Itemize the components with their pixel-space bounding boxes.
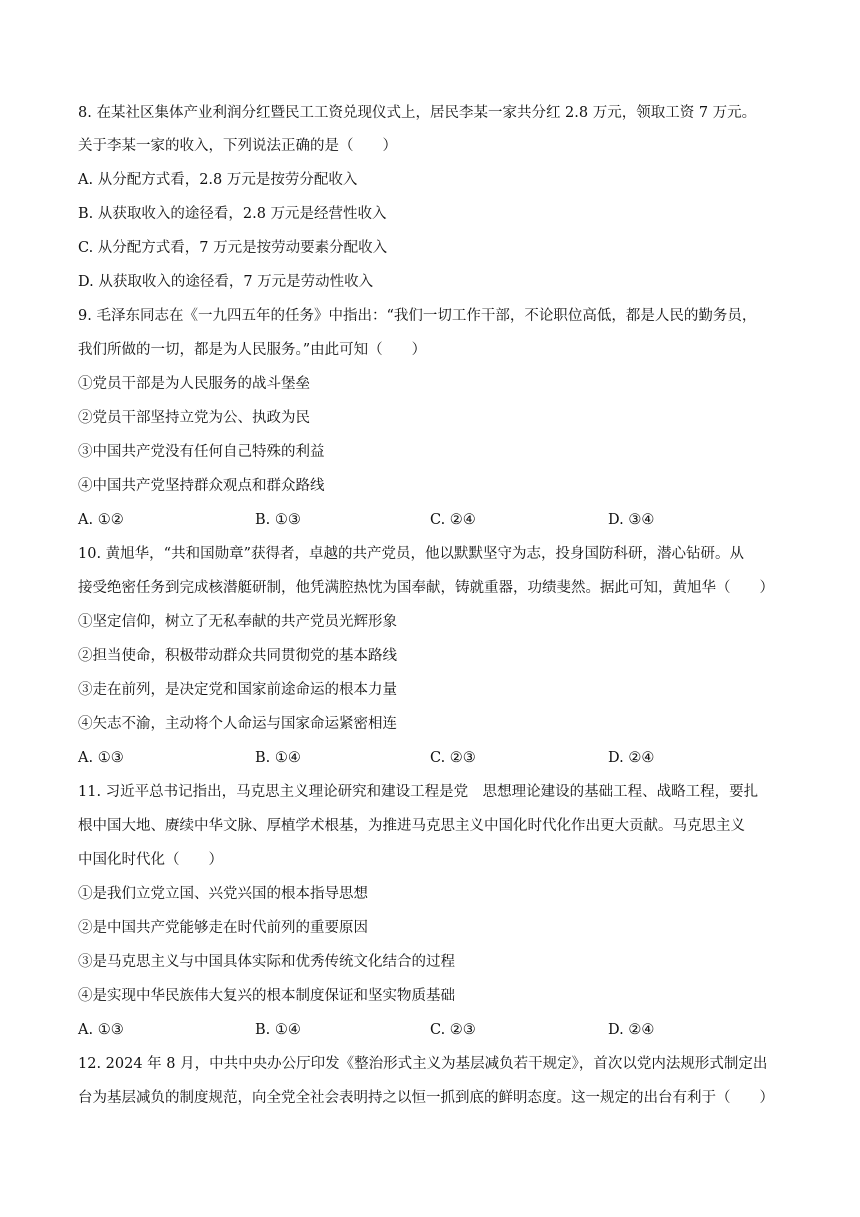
q9-stem-line-1: 9. 毛泽东同志在《一九四五年的任务》中指出：“我们一切工作干部，不论职位高低，都是人民的勤务员， [78, 308, 757, 324]
q8-option-d: D. 从获取收入的途径看，7 万元是劳动性收入 [78, 274, 374, 290]
q10-options [78, 748, 798, 768]
q11-stem-line-2: 根中国大地、赓续中华文脉、厚植学术根基，为推进马克思主义中国化时代化作出更大贡献。马克思主义 [78, 818, 745, 834]
q10-stem-line-1: 10. 黄旭华，“共和国勋章”获得者，卓越的共产党员，他以默默坚守为志，投身国防科研，潜心钻研。从 [78, 546, 744, 562]
q9-options [78, 510, 798, 530]
q11-stem-line-1: 11. 习近平总书记指出，马克思主义理论研究和建设工程是党 思想理论建设的基础工程、战略工程，要扎 [78, 784, 759, 800]
q10-item-2: ②担当使命，积极带动群众共同贯彻党的基本路线 [78, 648, 397, 664]
q11-option-c: C. ②③ [430, 1022, 476, 1038]
q11-option-b: B. ①④ [255, 1022, 301, 1038]
q8-stem-line-1: 8. 在某社区集体产业利润分红暨民工工资兑现仪式上，居民李某一家共分红 2.8 万元，领取工资 7 万元。 [78, 105, 757, 121]
q10-option-a: A. ①③ [78, 750, 124, 766]
q8-stem-line-2: 关于李某一家的收入，下列说法正确的是（ ） [78, 138, 397, 154]
q10-option-b: B. ①④ [255, 750, 301, 766]
q11-item-3: ③是马克思主义与中国具体实际和优秀传统文化结合的过程 [78, 954, 455, 970]
q10-option-c: C. ②③ [430, 750, 476, 766]
q12-stem-line-1: 12. 2024 年 8 月，中共中央办公厅印发《整治形式主义为基层减负若干规定》，首次以党内法规形式制定出 [78, 1056, 768, 1072]
q9-option-a: A. ①② [78, 512, 124, 528]
q11-option-a: A. ①③ [78, 1022, 124, 1038]
q9-item-1: ①党员干部是为人民服务的战斗堡垒 [78, 376, 310, 392]
q8-option-a: A. 从分配方式看，2.8 万元是按劳分配收入 [78, 172, 358, 188]
q9-item-4: ④中国共产党坚持群众观点和群众路线 [78, 478, 325, 494]
q11-stem-line-3: 中国化时代化（ ） [78, 852, 223, 868]
q10-stem-line-2: 接受绝密任务到完成核潜艇研制，他凭满腔热忱为国奉献，铸就重器，功绩斐然。据此可知，黄旭华（ ） [78, 580, 774, 596]
q9-option-d: D. ③④ [608, 512, 655, 528]
q9-item-2: ②党员干部坚持立党为公、执政为民 [78, 410, 310, 426]
q11-options [78, 1020, 798, 1040]
q11-item-1: ①是我们立党立国、兴党兴国的根本指导思想 [78, 886, 368, 902]
q11-item-2: ②是中国共产党能够走在时代前列的重要原因 [78, 920, 368, 936]
q12-stem-line-2: 台为基层减负的制度规范，向全党全社会表明持之以恒一抓到底的鲜明态度。这一规定的出台有利于（ ） [78, 1090, 774, 1106]
q11-option-d: D. ②④ [608, 1022, 655, 1038]
q10-item-3: ③走在前列，是决定党和国家前途命运的根本力量 [78, 682, 397, 698]
q9-option-b: B. ①③ [255, 512, 301, 528]
q9-stem-line-2: 我们所做的一切，都是为人民服务。”由此可知（ ） [78, 342, 427, 358]
q10-item-1: ①坚定信仰，树立了无私奉献的共产党员光辉形象 [78, 614, 397, 630]
q8-option-b: B. 从获取收入的途径看，2.8 万元是经营性收入 [78, 206, 387, 222]
q10-item-4: ④矢志不渝，主动将个人命运与国家命运紧密相连 [78, 716, 397, 732]
q11-item-4: ④是实现中华民族伟大复兴的根本制度保证和坚实物质基础 [78, 988, 455, 1004]
q10-option-d: D. ②④ [608, 750, 655, 766]
q8-option-c: C. 从分配方式看，7 万元是按劳动要素分配收入 [78, 240, 388, 256]
q9-option-c: C. ②④ [430, 512, 476, 528]
q9-item-3: ③中国共产党没有任何自己特殊的利益 [78, 444, 325, 460]
